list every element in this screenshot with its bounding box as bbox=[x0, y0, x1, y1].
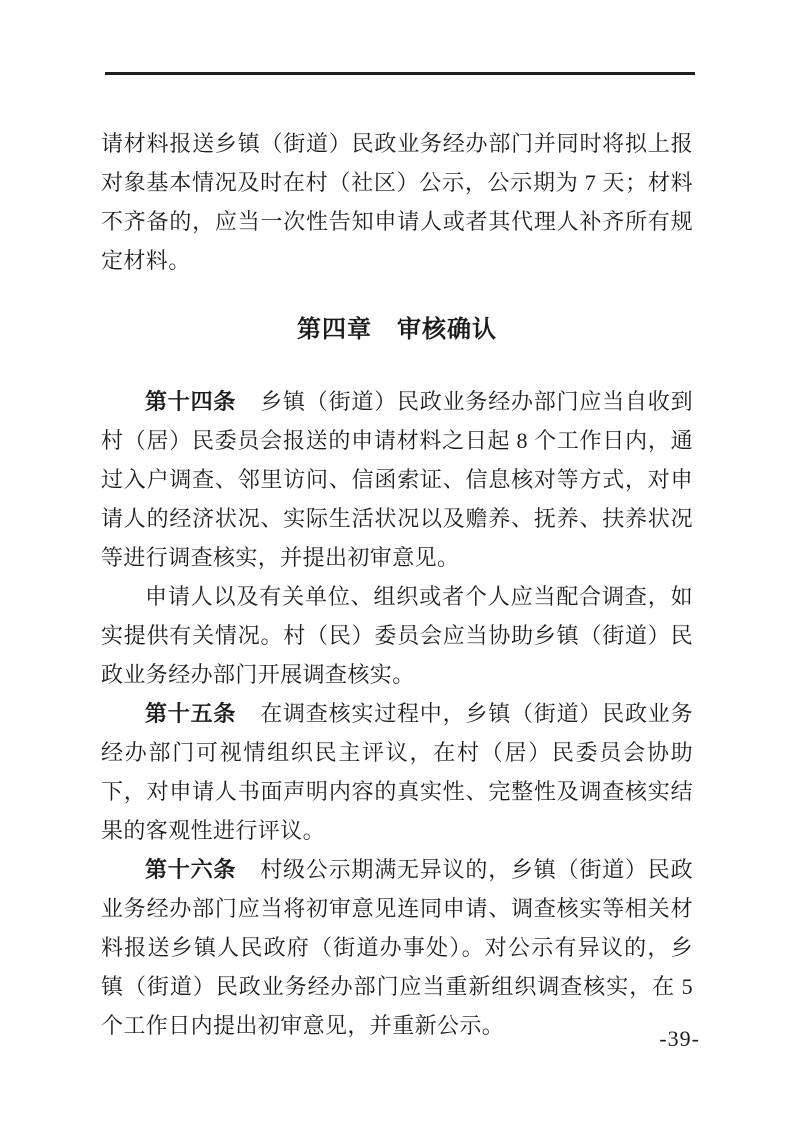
article-label: 第十五条 bbox=[145, 701, 237, 726]
paragraph-continuation bbox=[101, 124, 693, 280]
chapter-heading: 第四章 审核确认 bbox=[297, 316, 497, 343]
document-body bbox=[101, 124, 693, 1045]
paragraph-article-16 bbox=[101, 850, 693, 1045]
article-label: 第十四条 bbox=[145, 389, 237, 414]
article-label: 第十六条 bbox=[145, 857, 237, 882]
paragraph-article-14 bbox=[101, 382, 693, 577]
paragraph-text: 请材料报送乡镇（街道）民政业务经办部门并同时将拟上报对象基本情况及时在村（社区）公示，公示期为 7 天；材料不齐备的，应当一次性告知申请人或者其代理人补齐所有规定材料。 bbox=[101, 131, 693, 273]
page-number: -39- bbox=[659, 1026, 700, 1051]
paragraph-text: 申请人以及有关单位、组织或者个人应当配合调查，如实提供有关情况。村（民）委员会应当协助乡镇（街道）民政业务经办部门开展调查核实。 bbox=[101, 584, 693, 687]
paragraph-text: 乡镇（街道）民政业务经办部门应当自收到村（居）民委员会报送的申请材料之日起 8 个工作日内，通过入户调查、邻里访问、信函索证、信息核对等方式，对申请人的经济状况、实际生活状况以及赡养、抚养、扶养状况等进行调查核实，并提出初审意见。 bbox=[101, 389, 693, 570]
paragraph-cooperation bbox=[101, 577, 693, 694]
paragraph-text: 村级公示期满无异议的，乡镇（街道）民政业务经办部门应当将初审意见连同申请、调查核实等相关材料报送乡镇人民政府（街道办事处）。对公示有异议的，乡镇（街道）民政业务经办部门应当重新组织调查核实，在 5 个工作日内提出初审意见，并重新公示。 bbox=[101, 857, 693, 1038]
page-header-rule bbox=[105, 72, 695, 75]
paragraph-article-15 bbox=[101, 694, 693, 850]
paragraph-text: 在调查核实过程中，乡镇（街道）民政业务经办部门可视情组织民主评议，在村（居）民委员会协助下，对申请人书面声明内容的真实性、完整性及调查核实结果的客观性进行评议。 bbox=[101, 701, 693, 843]
